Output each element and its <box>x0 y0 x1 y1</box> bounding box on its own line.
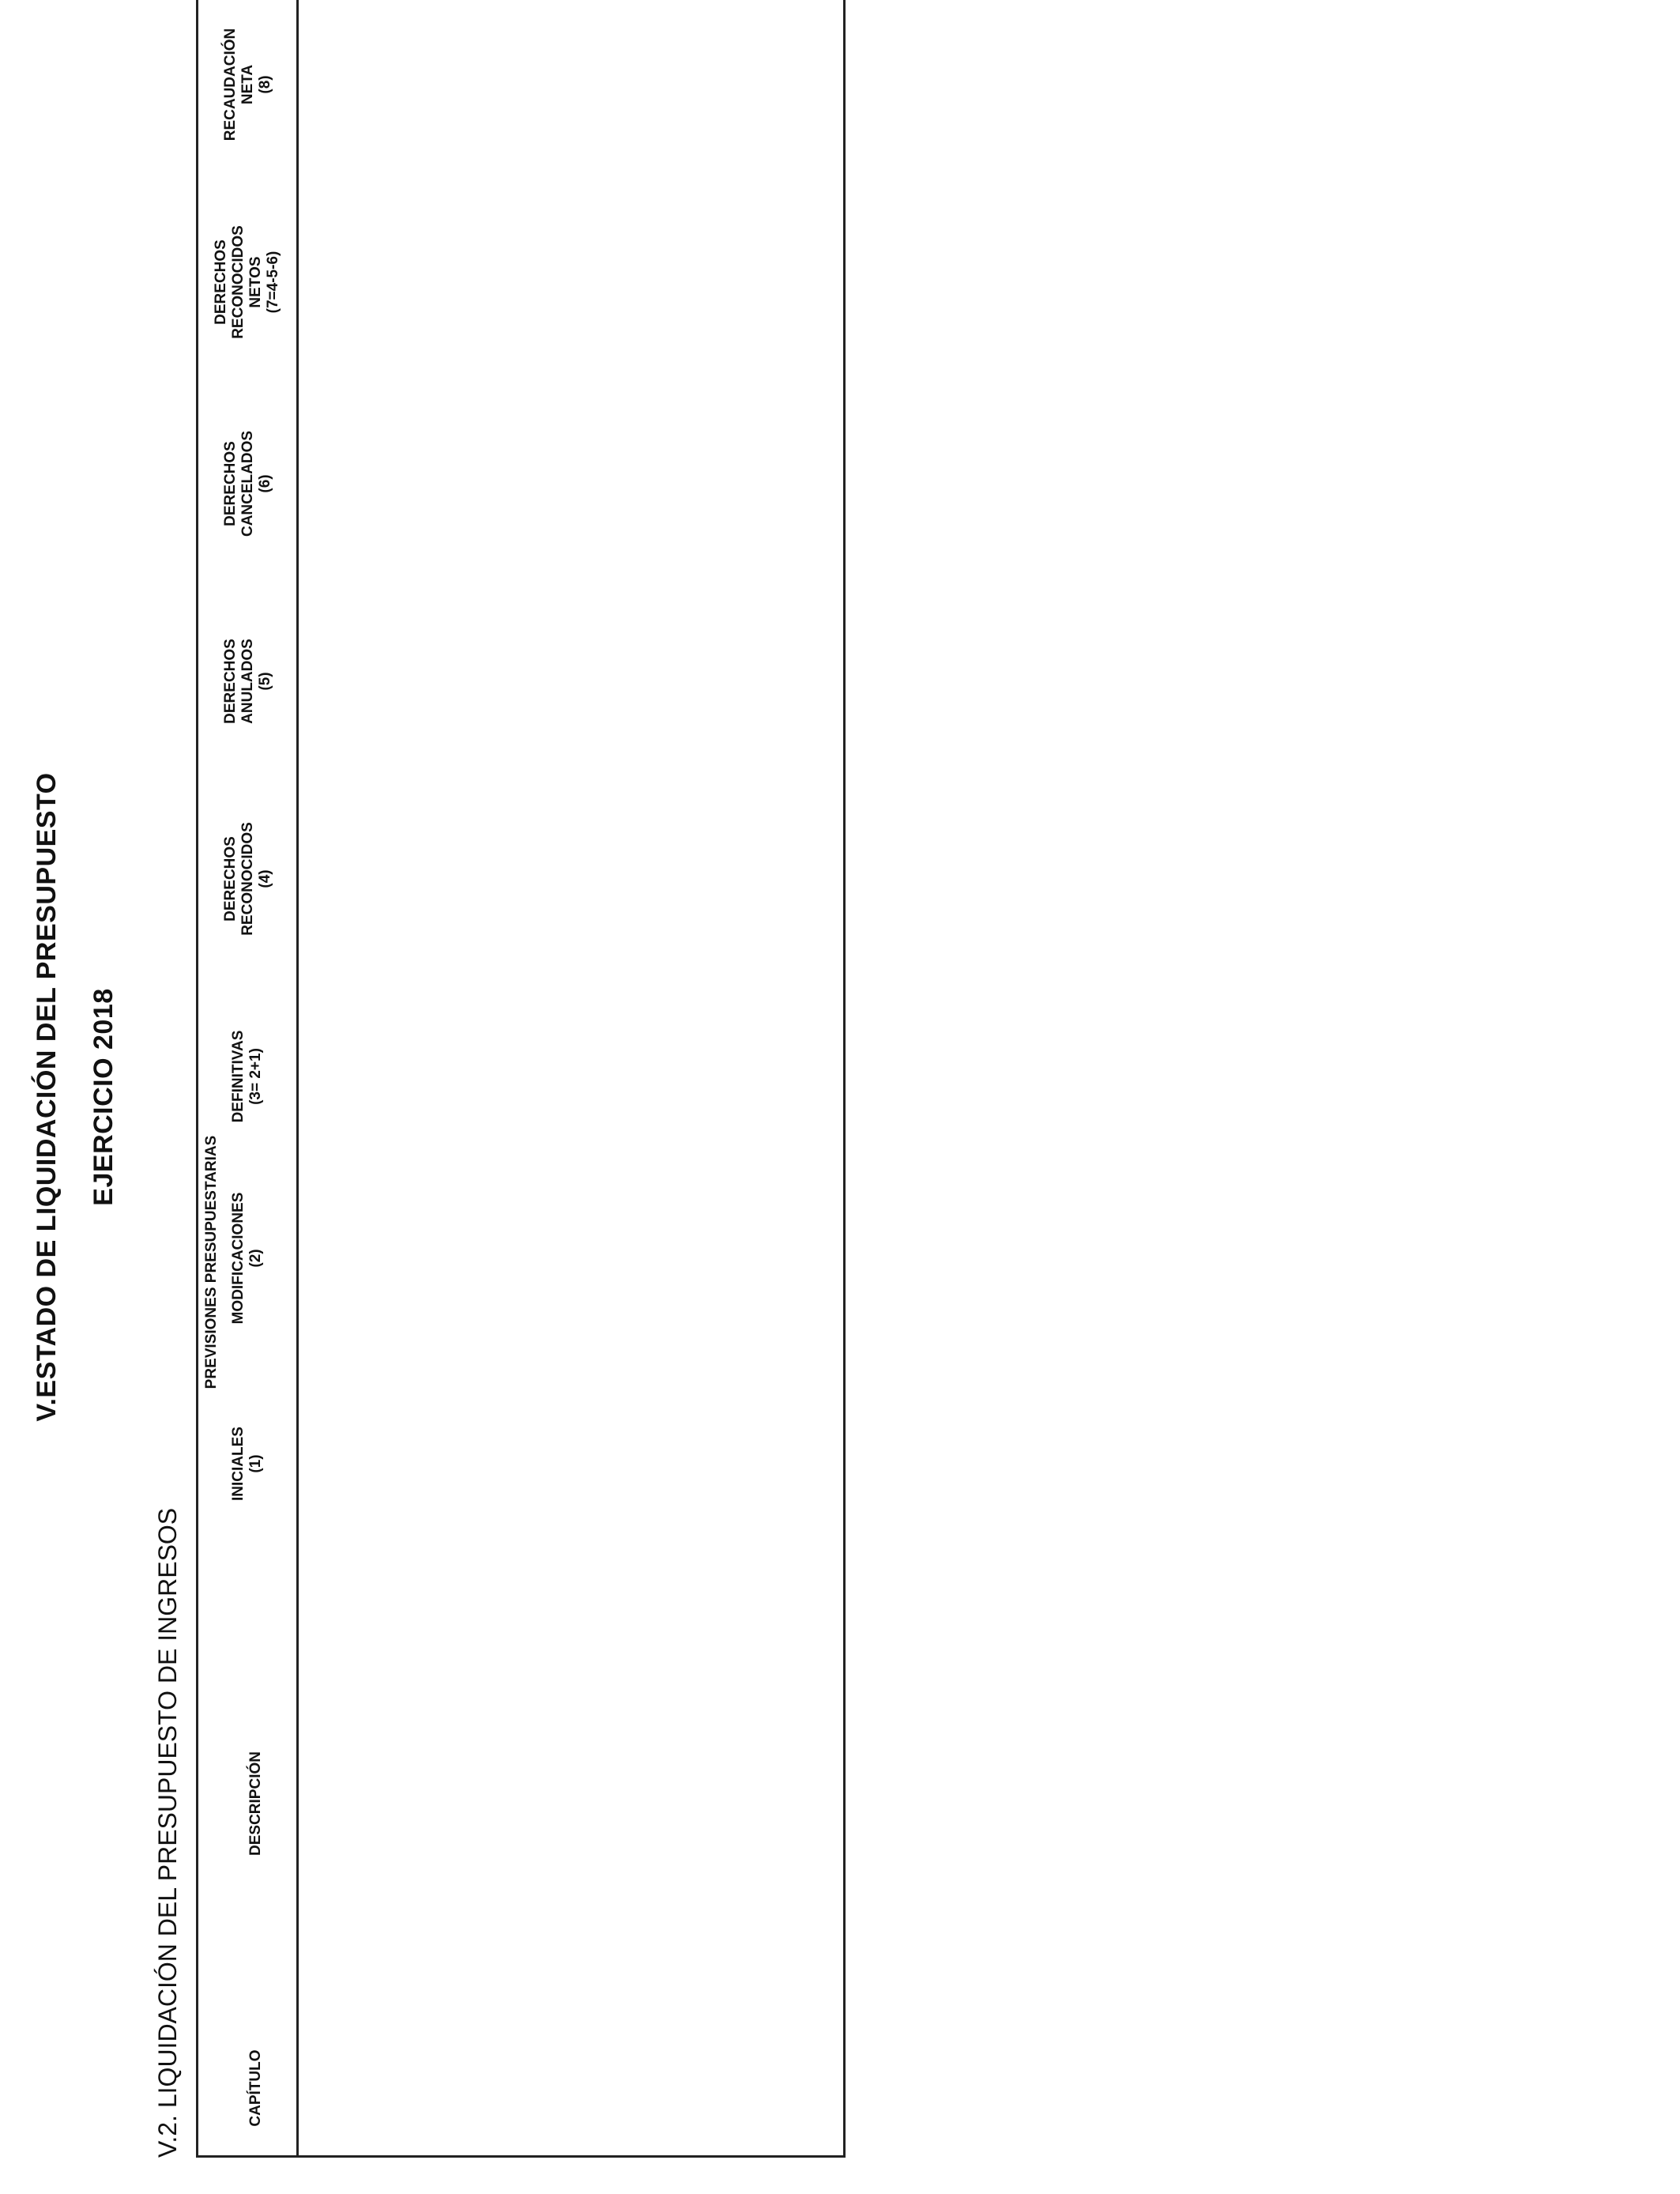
header-reconocidos-line: RECONOCIDOS <box>239 822 256 936</box>
header-reconocidos <box>222 780 274 978</box>
header-definitivas-line: DEFINITIVAS <box>230 1030 247 1123</box>
header-modificaciones-line: (2) <box>247 1249 264 1268</box>
header-descripcion: DESCRIPCIÓN <box>247 1751 264 1856</box>
header-netos-line: DERECHOS <box>213 239 229 325</box>
header-modificaciones <box>230 1175 265 1341</box>
header-modificaciones-line: MODIFICACIONES <box>230 1192 247 1325</box>
header-recaudacion-line: RECAUDACIÓN <box>222 28 239 141</box>
header-recaudacion <box>222 0 274 179</box>
header-netos <box>213 179 282 385</box>
header-definitivas <box>230 978 265 1175</box>
header-previsiones-group: PREVISIONES PRESUPUESTARIAS <box>203 1135 220 1389</box>
header-reconocidos-line: (4) <box>257 869 273 888</box>
header-iniciales-line: (1) <box>247 1454 264 1473</box>
header-netos-line: (7=4-5-6) <box>265 251 281 314</box>
header-recaudacion-line: NETA <box>239 64 256 105</box>
header-netos-line: NETOS <box>247 256 264 308</box>
section-subtitle: V.2. LIQUIDACIÓN DEL PRESUPUESTO DE INGRESOS <box>153 1507 182 2158</box>
header-cancelados-line: (6) <box>257 474 273 493</box>
header-reconocidos-line: DERECHOS <box>222 836 239 922</box>
header-cancelados-line: DERECHOS <box>222 441 239 526</box>
header-anulados-line: ANULADOS <box>239 639 256 724</box>
header-cancelados <box>222 385 274 582</box>
header-recaudacion-line: (8) <box>257 75 273 94</box>
header-definitivas-line: (3= 2+1) <box>247 1048 264 1105</box>
budget-table <box>196 0 846 2158</box>
header-netos-line: RECONOCIDOS <box>230 225 247 339</box>
header-capitulo: CAPÍTULO <box>247 2049 264 2127</box>
header-divider <box>296 0 299 2155</box>
header-iniciales-line: INICIALES <box>230 1427 247 1501</box>
header-anulados <box>222 582 274 780</box>
header-cancelados-line: CANCELADOS <box>239 430 256 537</box>
header-anulados-line: (5) <box>257 672 273 691</box>
year-title: EJERCICIO 2018 <box>89 988 119 1206</box>
header-iniciales <box>230 1341 265 1586</box>
header-anulados-line: DERECHOS <box>222 639 239 724</box>
page-title: V.ESTADO DE LIQUIDACIÓN DEL PRESUPUESTO <box>32 772 62 1422</box>
